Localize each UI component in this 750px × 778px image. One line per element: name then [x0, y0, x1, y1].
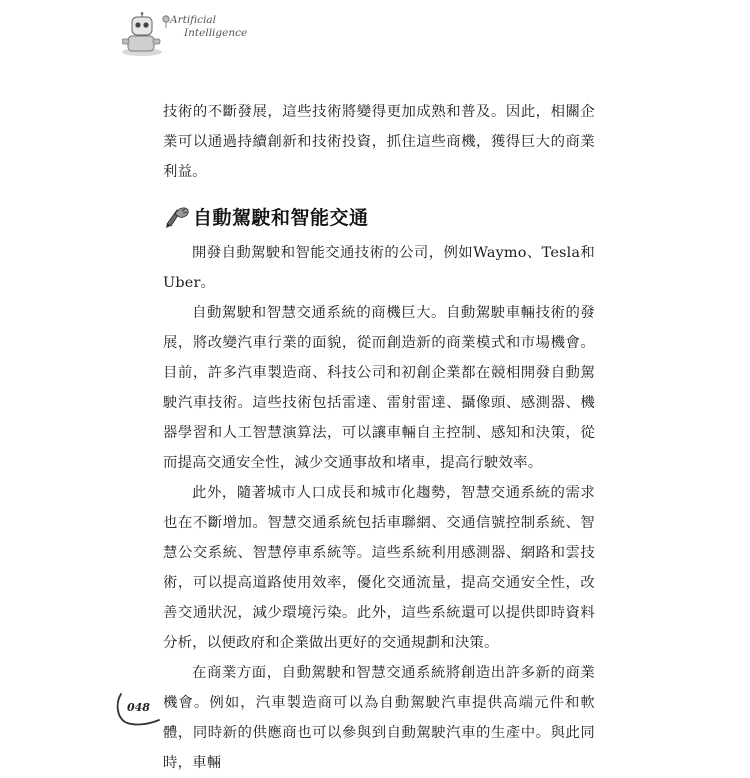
running-header [122, 12, 252, 62]
robot-icon [122, 12, 172, 60]
paragraph-companies: 開發自動駕駛和智能交通技術的公司，例如Waymo、Tesla和Uber。 [163, 245, 595, 291]
paragraph-smart-traffic: 此外，隨著城市人口成長和城市化趨勢，智慧交通系統的需求也在不斷增加。智慧交通系統包括車聯網、交通信號控制系統、智慧公交系統、智慧停車系統等。這些系統利用感測器、網路和雲技術，可以提高道路使用效率，優化交通流量，提高交通安全性，改善交通狀況，減少環境污染。此外，這些系統還可以提供即時資料分析，以便政府和企業做出更好的交通規劃和決策。 [163, 485, 595, 651]
paragraph-business: 在商業方面，自動駕駛和智慧交通系統將創造出許多新的商業機會。例如，汽車製造商可以為自動駕駛汽車提供高端元件和軟體，同時新的供應商也可以參與到自動駕駛汽車的生產中。與此同時，車輛 [163, 665, 595, 771]
header-line-1: Artificial [170, 14, 217, 26]
header-line-2: Intelligence [184, 27, 248, 39]
header-title [170, 14, 247, 40]
section-heading [163, 194, 595, 238]
page-number: 048 [127, 701, 150, 714]
writing-hand-icon [163, 202, 191, 230]
section-title: 自動駕駛和智能交通 [193, 206, 369, 229]
page-number-badge [115, 690, 165, 726]
paragraph-opportunity: 自動駕駛和智慧交通系統的商機巨大。自動駕駛車輛技術的發展，將改變汽車行業的面貌，從而創造新的商業模式和市場機會。目前，許多汽車製造商、科技公司和初創企業都在競相開發自動駕駛汽車技術。這些技術包括雷達、雷射雷達、攝像頭、感測器、機器學習和人工智慧演算法，可以讓車輛自主控制、感知和決策，從而提高交通安全性，減少交通事故和堵車，提高行駛效率。 [163, 305, 595, 471]
intro-paragraph: 技術的不斷發展，這些技術將變得更加成熟和普及。因此，相關企業可以通過持續創新和技術投資，抓住這些商機，獲得巨大的商業利益。 [163, 104, 595, 180]
page-body [163, 97, 595, 778]
